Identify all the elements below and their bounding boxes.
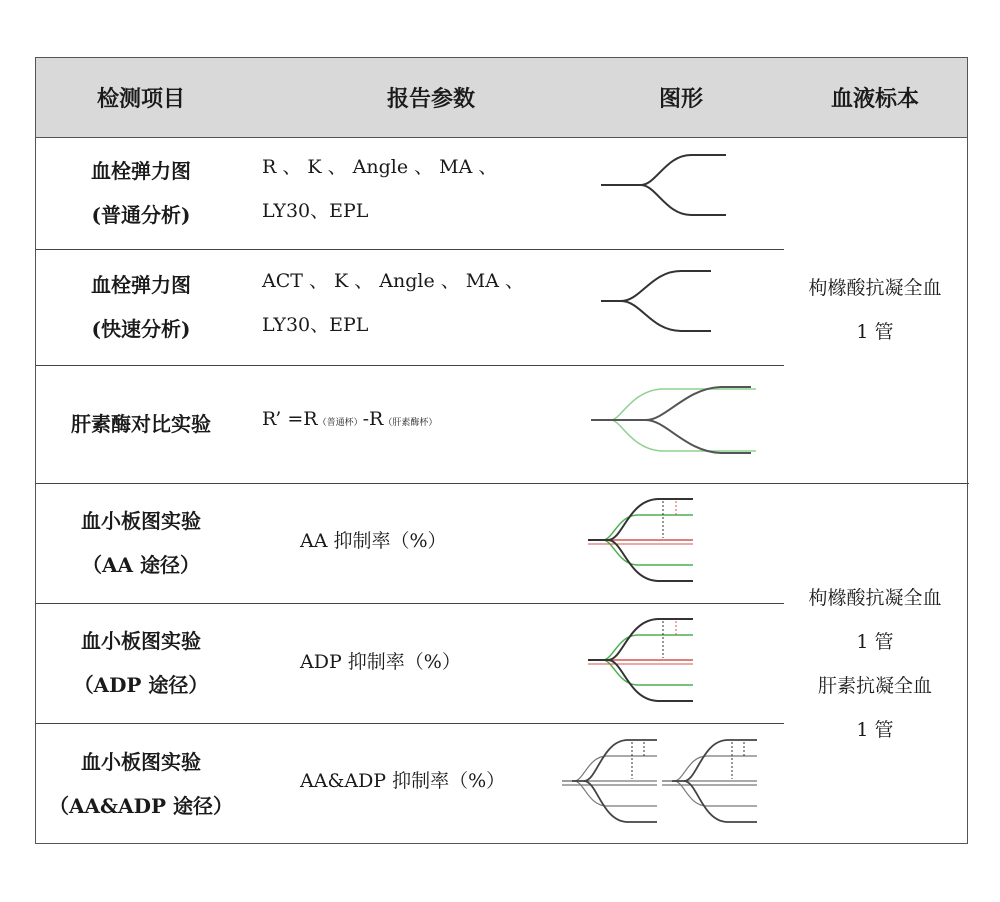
header-graph: 图形 [658,86,703,112]
report-params: AA&ADP 抑制率（%） [300,770,506,792]
header-blood-sample: 血液标本 [830,86,919,112]
sample-type: 枸橼酸抗凝全血 [808,586,942,609]
sample-count: 1 管 [856,718,894,741]
sample-group-citrate [781,137,969,483]
table-row [36,365,246,483]
test-name: 血栓弹力图 [91,159,191,183]
table-row [36,483,246,603]
sample-type: 肝素抗凝全血 [817,674,932,697]
teg-curve-icon [601,266,731,336]
report-table [35,57,968,844]
report-params: ADP 抑制率（%） [300,651,461,673]
sample-count: 1 管 [856,630,894,653]
report-params: R’ =R（普通杯）-R（肝素酶杯） [262,408,438,430]
test-name-sub: (普通分析) [91,203,191,227]
report-params: R 、 K 、 Angle 、 MA 、 LY30、EPL [262,156,498,222]
test-name: 血小板图实验 [81,509,201,533]
test-name: 血小板图实验 [81,629,201,653]
test-name: 肝素酶对比实验 [71,412,211,436]
table-row [36,249,246,365]
table-row [36,723,246,844]
sample-count: 1 管 [856,321,894,343]
header-report-params: 报告参数 [386,86,475,112]
platelet-mapping-curve-icon [588,615,698,705]
teg-curve-icon [601,150,731,220]
test-name-sub: （AA&ADP 途径） [49,793,233,818]
table-row [36,137,246,249]
report-params: ACT 、 K 、 Angle 、 MA 、 LY30、EPL [262,270,525,336]
test-name-sub: （AA 途径） [82,553,200,577]
test-name-sub: (快速分析) [91,317,191,341]
platelet-mapping-curve-icon [588,495,698,585]
report-params: AA 抑制率（%） [300,530,447,552]
test-name: 血栓弹力图 [91,273,191,297]
header-test-item: 检测项目 [96,86,185,112]
test-name: 血小板图实验 [81,749,201,774]
test-name-sub: （ADP 途径） [73,673,209,697]
platelet-mapping-dual-curve-icon [562,736,762,826]
sample-group-citrate-heparin [781,483,969,844]
sample-type: 枸橼酸抗凝全血 [808,277,942,299]
table-row [36,603,246,723]
heparinase-comparison-curve-icon [591,383,761,458]
table-header [36,58,967,138]
